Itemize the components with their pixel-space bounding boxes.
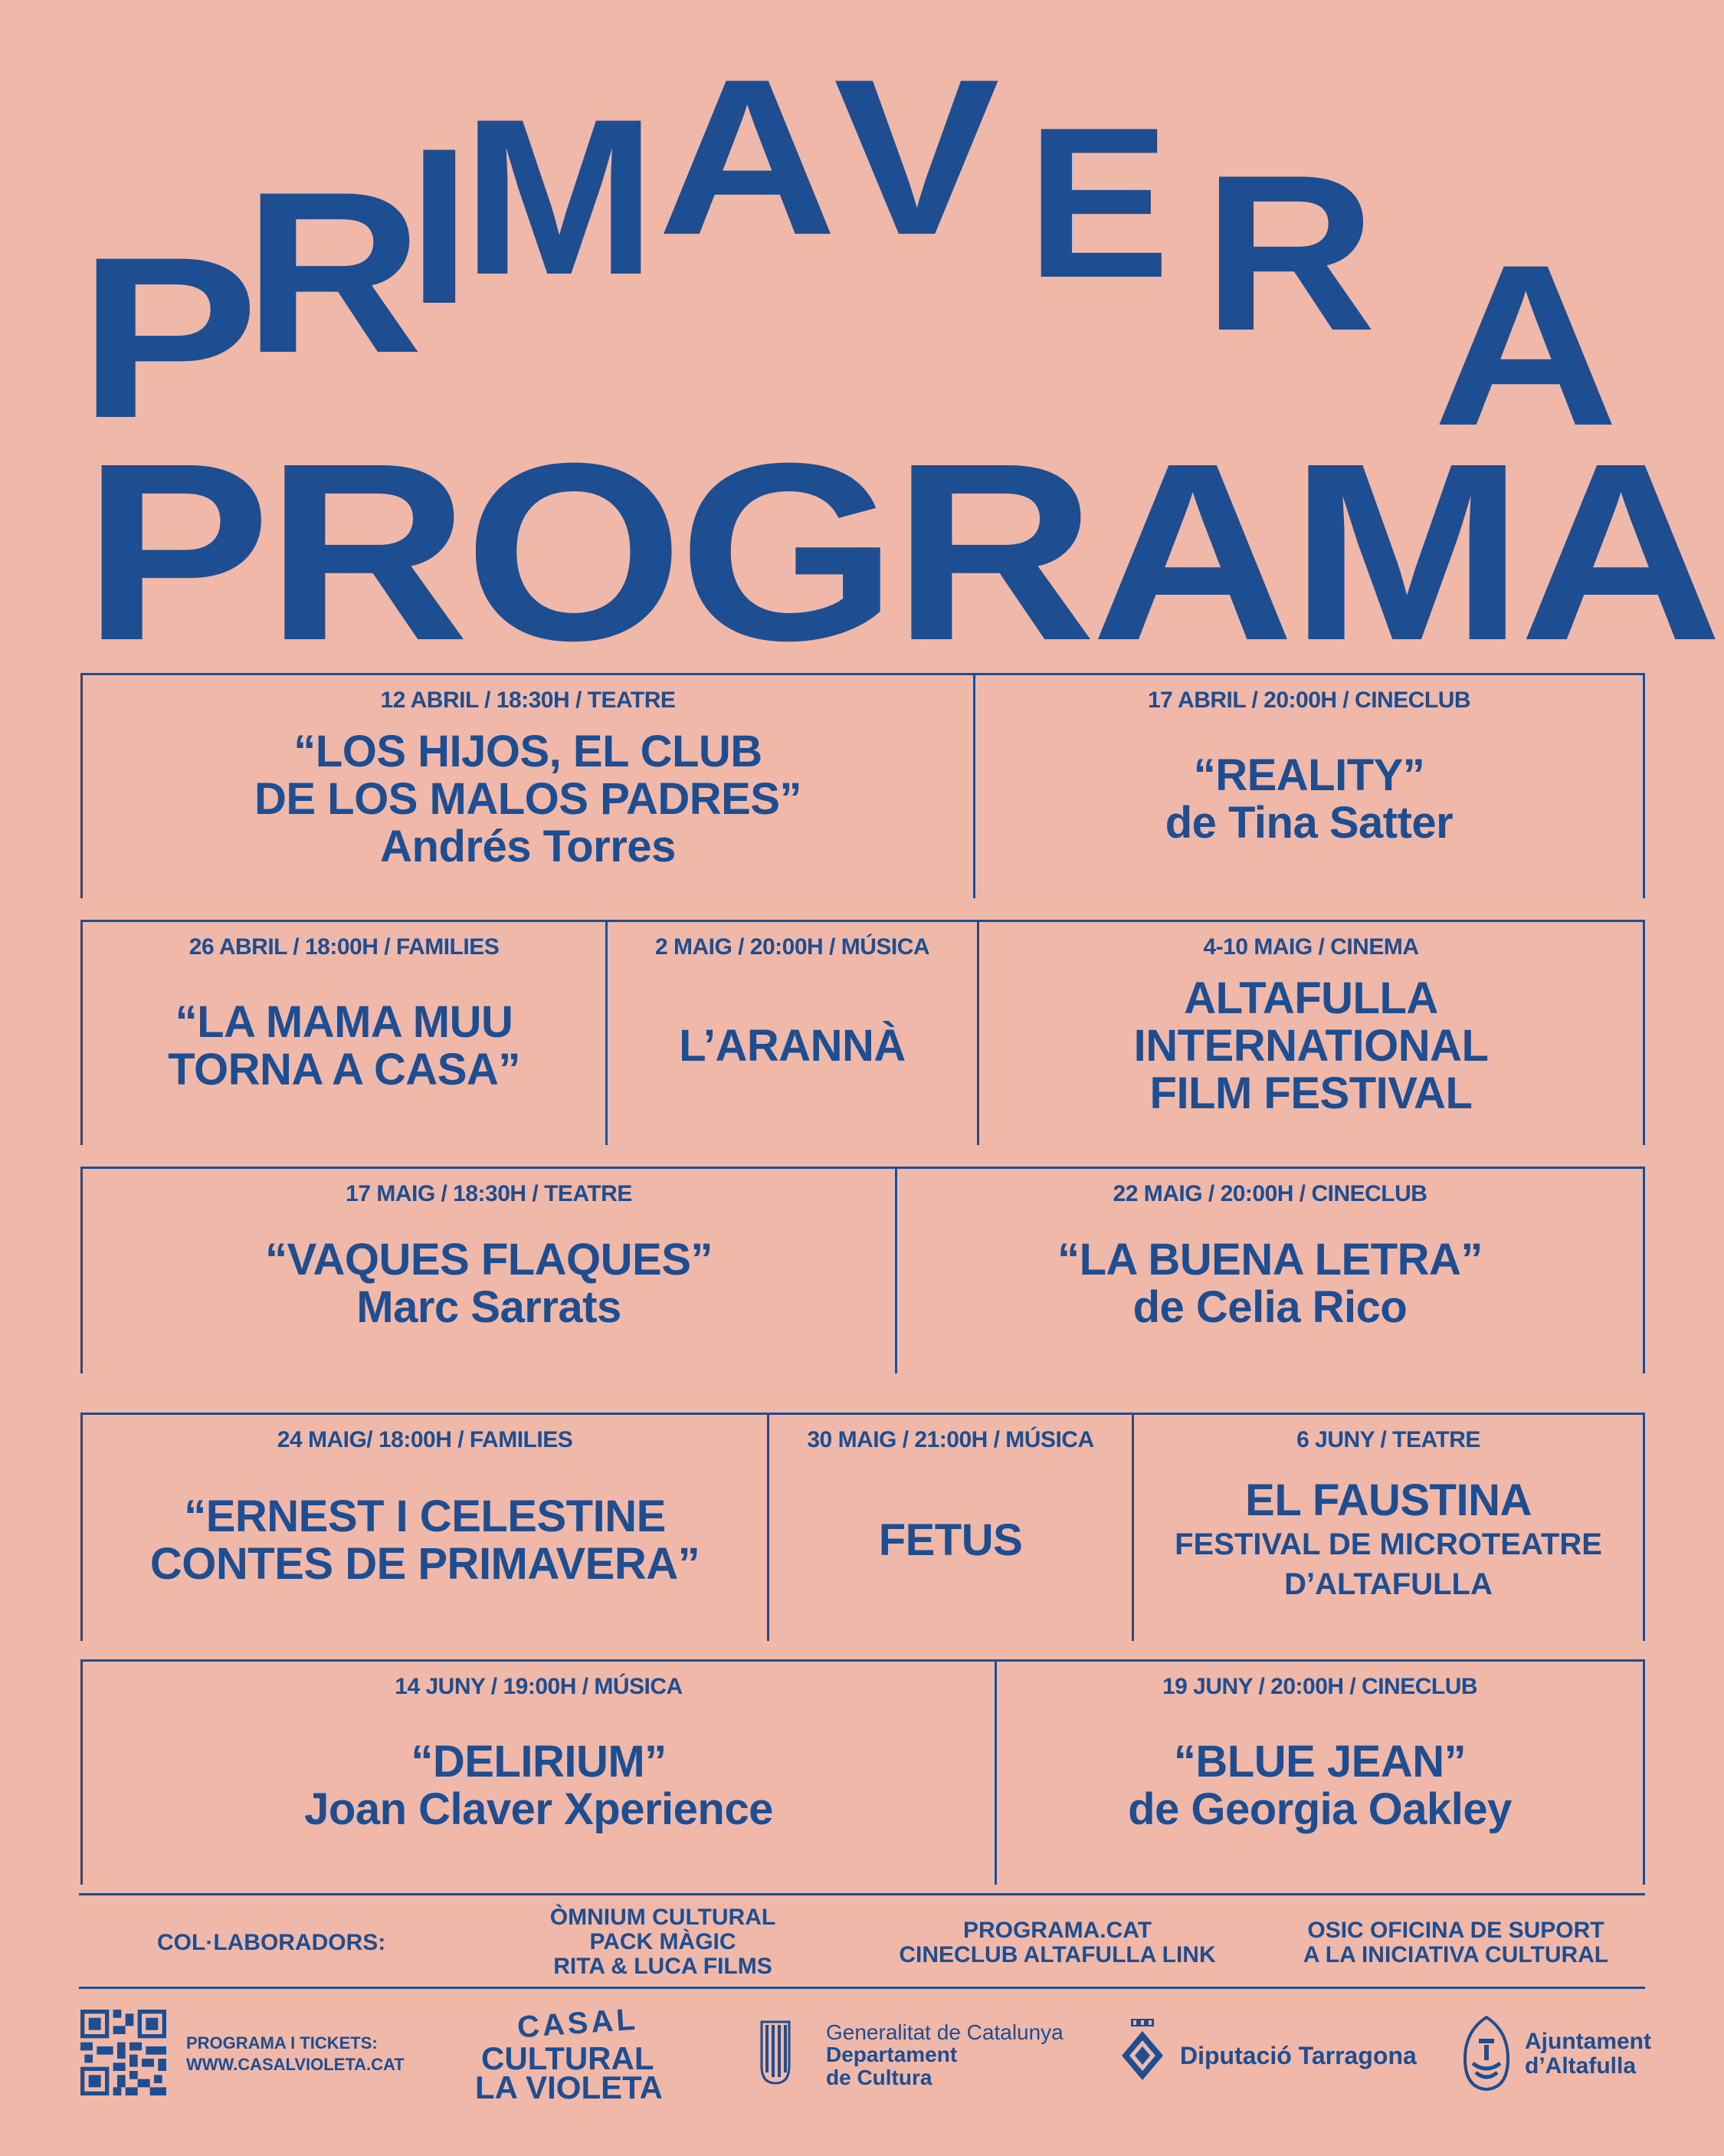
collaborators-group-3: OSIC OFICINA DE SUPORT A LA INICIATIVA CULTURAL	[1303, 1918, 1609, 1967]
event-meta: 19 JUNY / 20:00H / CINECLUB	[1162, 1674, 1478, 1699]
event-title: “VAQUES FLAQUES”	[265, 1234, 713, 1285]
event-title: L’ARANNÀ	[679, 1020, 906, 1071]
event-subtitle: de Tina Satter	[1165, 797, 1454, 848]
diputacio-emblem-icon	[1120, 2017, 1165, 2083]
collaborators-group-1: ÒMNIUM CULTURAL PACK MÀGIC RITA & LUCA FILMS	[549, 1905, 776, 1979]
title-letter-r: R	[244, 143, 423, 401]
event-cell	[895, 1169, 1643, 1373]
event-meta: 17 ABRIL / 20:00H / CINECLUB	[1147, 687, 1471, 713]
event-title: “LA MAMA MUU TORNA A CASA”	[168, 996, 520, 1094]
event-meta: 30 MAIG / 21:00H / MÚSICA	[807, 1427, 1094, 1452]
event-title: FETUS	[878, 1514, 1023, 1565]
casal-logo-top: CASAL	[516, 2002, 640, 2045]
event-subtitle: Marc Sarrats	[356, 1281, 621, 1332]
event-title: ALTAFULLA INTERNATIONAL FILM FESTIVAL	[1133, 973, 1489, 1118]
event-row-4	[80, 1413, 1645, 1641]
title-letter-m: M	[462, 73, 657, 321]
event-cell	[83, 1662, 995, 1885]
event-meta: 6 JUNY / TEATRE	[1296, 1427, 1480, 1452]
divider-top	[79, 1893, 1645, 1895]
event-cell	[1132, 1415, 1643, 1641]
diputacio-name: Diputació Tarragona	[1180, 2042, 1417, 2069]
event-meta: 4-10 MAIG / CINEMA	[1203, 934, 1419, 960]
title-letter-e: E	[1027, 84, 1170, 323]
divider-bottom	[79, 1987, 1645, 1989]
ajuntament-emblem-icon	[1462, 2016, 1511, 2091]
event-subtitle: FESTIVAL DE MICROTEATRE D’ALTAFULLA	[1175, 1527, 1602, 1601]
event-title: “LA BUENA LETRA”	[1057, 1234, 1483, 1285]
event-cell	[83, 1169, 895, 1373]
event-cell	[83, 675, 973, 898]
event-meta: 17 MAIG / 18:30H / TEATRE	[346, 1181, 632, 1206]
title-letter-p: P	[78, 208, 260, 466]
casal-logo-mid: CULTURAL	[481, 2040, 654, 2076]
tickets-info: PROGRAMA I TICKETS: WWW.CASALVIOLETA.CAT	[186, 2033, 405, 2074]
title-letter-v: V	[834, 33, 1000, 281]
event-subtitle: Joan Claver Xperience	[304, 1784, 773, 1834]
event-cell	[83, 1415, 767, 1641]
event-meta: 22 MAIG / 20:00H / CINECLUB	[1113, 1181, 1427, 1206]
event-row-2	[80, 920, 1645, 1145]
generalitat-emblem-icon	[760, 2020, 791, 2085]
event-title: “REALITY”	[1193, 750, 1425, 800]
event-title: “ERNEST I CELESTINE CONTES DE PRIMAVERA”	[149, 1491, 700, 1589]
ajuntament-name: Ajuntament d’Altafulla	[1525, 2029, 1651, 2079]
generalitat-name: Generalitat de Catalunya	[826, 2020, 1064, 2044]
collaborators-group-2: PROGRAMA.CAT CINECLUB ALTAFULLA LINK	[899, 1918, 1216, 1967]
event-subtitle: de Georgia Oakley	[1128, 1784, 1512, 1834]
event-meta: 2 MAIG / 20:00H / MÚSICA	[654, 934, 930, 960]
event-cell	[995, 1662, 1643, 1885]
event-subtitle: de Celia Rico	[1132, 1281, 1408, 1332]
event-meta: 24 MAIG/ 18:00H / FAMILIES	[277, 1427, 573, 1452]
event-title: EL FAUSTINA	[1245, 1475, 1532, 1525]
title-programa: PROGRAMA	[83, 410, 1718, 693]
event-title: “BLUE JEAN”	[1173, 1736, 1467, 1787]
event-title: “DELIRIUM”	[411, 1736, 667, 1787]
casal-logo-bot: LA VIOLETA	[475, 2069, 663, 2105]
event-cell	[977, 922, 1643, 1145]
event-cell	[767, 1415, 1132, 1641]
event-row-5	[80, 1659, 1645, 1885]
title-letter-r2: R	[1203, 129, 1377, 377]
title-letter-a2: A	[1433, 216, 1619, 474]
event-meta: 14 JUNY / 19:00H / MÚSICA	[395, 1674, 683, 1699]
event-subtitle: Andrés Torres	[380, 821, 676, 871]
collaborators-label: COL·LABORADORS:	[157, 1930, 386, 1955]
title-letter-a: A	[657, 33, 837, 281]
event-cell	[973, 675, 1643, 898]
event-cell	[83, 922, 605, 1145]
title-letter-i: I	[408, 102, 470, 350]
event-row-3	[80, 1167, 1645, 1373]
event-cell	[605, 922, 977, 1145]
event-row-1	[80, 673, 1645, 898]
qr-code-icon	[80, 2010, 166, 2095]
event-title: “LOS HIJOS, EL CLUB DE LOS MALOS PADRES”	[254, 726, 801, 824]
event-meta: 12 ABRIL / 18:30H / TEATRE	[380, 687, 676, 713]
event-meta: 26 ABRIL / 18:00H / FAMILIES	[188, 934, 500, 960]
departament-cultura: Departament de Cultura	[826, 2043, 958, 2089]
